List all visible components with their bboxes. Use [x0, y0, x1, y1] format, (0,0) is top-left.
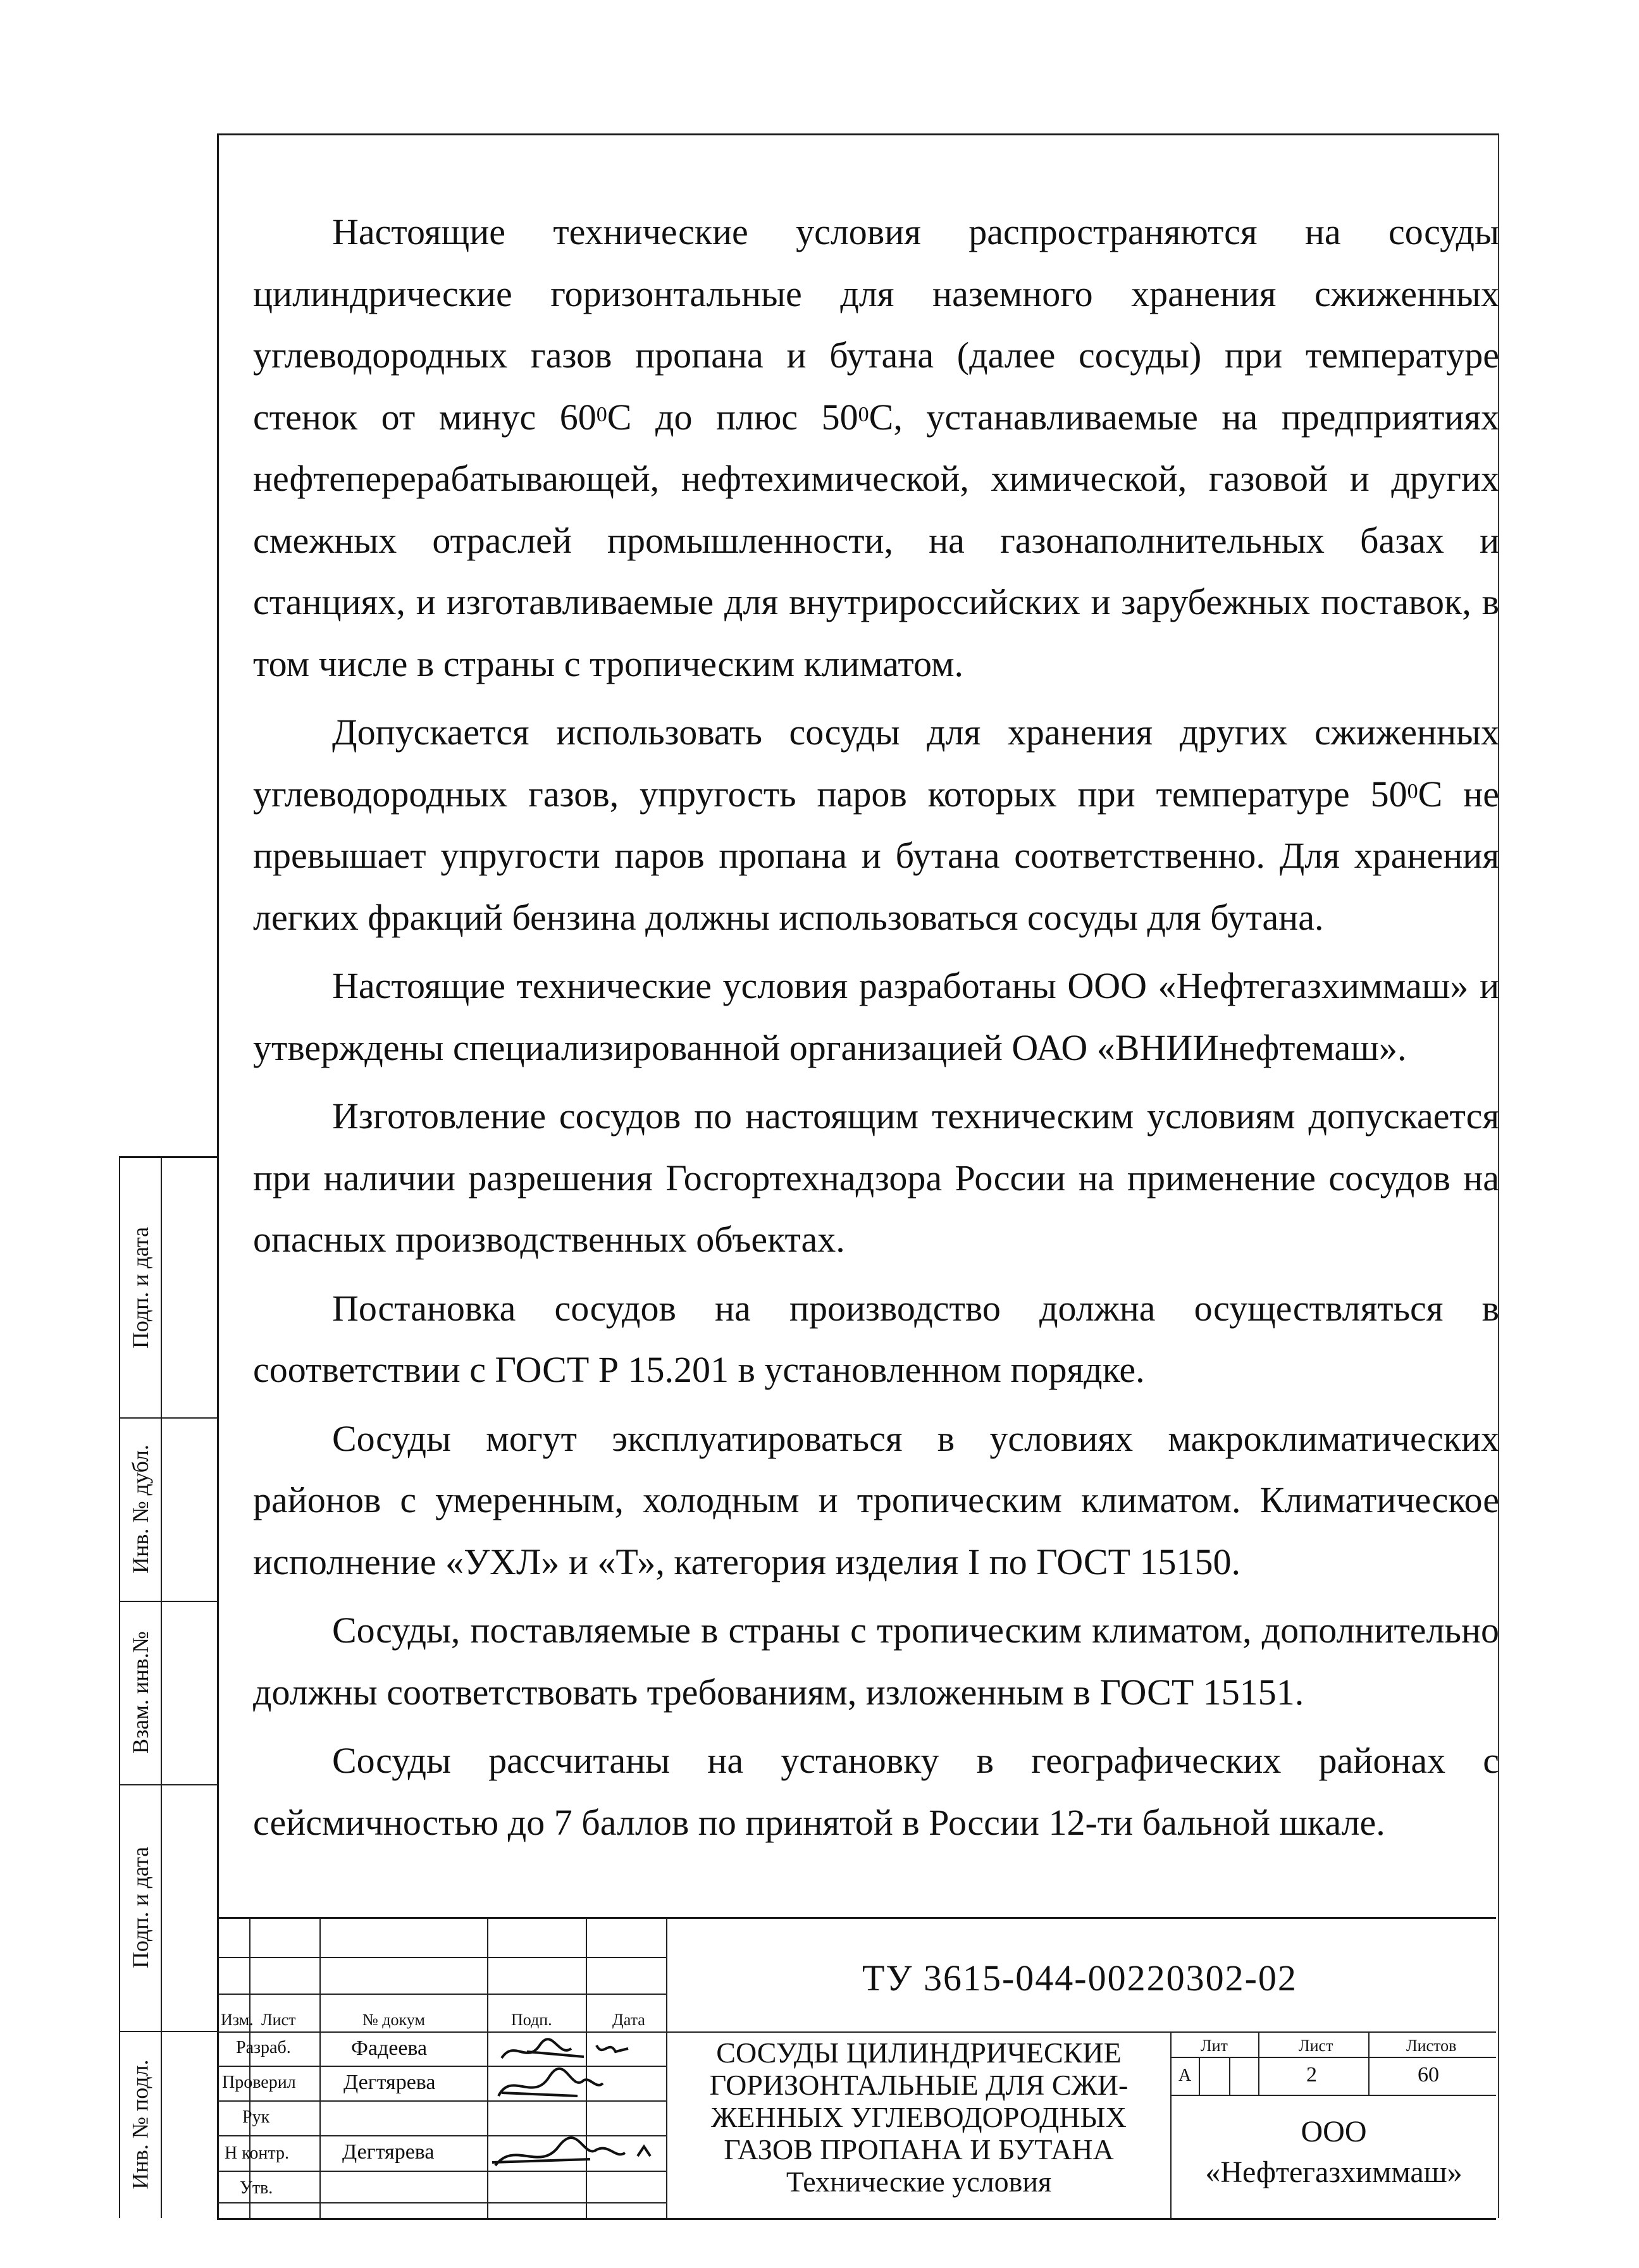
paragraph-developer: Настоящие технические условия разработаны ООО «Нефтегазхиммаш» и утверждены специализированной организацией ОАО «ВНИИнефтемаш». — [253, 965, 1499, 1068]
document-code: ТУ 3615-044-00220302-02 — [862, 1957, 1297, 1999]
paragraph-production: Постановка сосудов на производство должна осуществляться в соответствии с ГОСТ Р 15.201 в установленном порядке. — [253, 1287, 1499, 1390]
row-role: Утв. — [240, 2178, 273, 2198]
paragraph-climate: Сосуды могут эксплуатироваться в условиях макроклиматических районов с умеренным, холодным и тропическим климатом. Климатическое исполнение «УХЛ» и «Т», категория изделия I по ГОСТ 15150. — [253, 1417, 1499, 1582]
margin-stamp — [119, 1156, 217, 2218]
row-role: Разраб. — [236, 2038, 291, 2057]
row-role: Рук — [242, 2107, 270, 2127]
signatures — [489, 2033, 666, 2172]
header-izm: Изм. — [221, 2011, 254, 2029]
paragraph-scope: Настоящие технические условия распространяются на сосуды цилиндрические горизонтальные для наземного хранения сжиженных углеводородных газов пропана и бутана (далее сосуды) при температуре стенок от минус $60^0С$ до плюс $50^0С$, устанавливаемые на предприятиях нефтеперерабатывающей, нефтехимической, химической, газовой и других смежных отраслей промышленности, на газонаполнительных базах и станциях, и изготавливаемые для внутрироссийских и зарубежных поставок, в том числе в страны с тропическим климатом. — [253, 211, 1500, 684]
title-block — [217, 1917, 1496, 2220]
header-list: Лист — [261, 2011, 296, 2029]
paragraph-tropical: Сосуды, поставляемые в страны с тропическим климатом, дополнительно должны соответствовать требованиям, изложенным в ГОСТ 15151. — [253, 1610, 1499, 1713]
row-name: Фадеева — [351, 2037, 428, 2060]
paragraph-seismic: Сосуды рассчитаны на установку в географических районах с сейсмичностью до 7 баллов по принятой в России 12-ти бальной шкале. — [253, 1740, 1499, 1843]
stamp-inv-dubl: Инв. № дубл. — [128, 1445, 153, 1574]
lit-value: А — [1178, 2066, 1192, 2085]
row-role: Проверил — [222, 2073, 296, 2092]
row-role: Н контр. — [225, 2143, 289, 2163]
document-title: СОСУДЫ ЦИЛИНДРИЧЕСКИЕ ГОРИЗОНТАЛЬНЫЕ ДЛЯ СЖИ- ЖЕННЫХ УГЛЕВОДОРОДНЫХ ГАЗОВ ПРОПАНА И БУТАНА Технические условия — [709, 2037, 1129, 2198]
listov-value: 60 — [1418, 2063, 1439, 2086]
list-value: 2 — [1306, 2063, 1317, 2086]
stamp-podp-data-1: Подп. и дата — [128, 1226, 154, 1349]
header-dokum: № докум — [362, 2011, 425, 2029]
header-podp: Подп. — [511, 2011, 552, 2029]
stamp-podp-data-2: Подп. и дата — [128, 1846, 154, 1969]
document-body — [253, 201, 1499, 1860]
paragraph-permission: Изготовление сосудов по настоящим техническим условиям допускается при наличии разрешения Госгортехнадзора России на применение сосудов на опасных производственных объектах. — [253, 1095, 1499, 1260]
paragraph-other-gases: Допускается использовать сосуды для хранения других сжиженных углеводородных газов, упругость паров которых при температуре $50^0С$ не превышает упругости паров пропана и бутана соответственно. Для хранения легких фракций бензина должны использоваться сосуды для бутана. — [253, 712, 1500, 938]
listov-label: Листов — [1406, 2037, 1457, 2055]
header-data: Дата — [612, 2011, 645, 2029]
stamp-inv-podl: Инв. № подл. — [128, 2059, 153, 2190]
organization: ООО «Нефтегазхиммаш» — [1205, 2115, 1463, 2189]
row-name: Дегтярева — [343, 2071, 436, 2094]
lit-label: Лит — [1201, 2037, 1228, 2055]
stamp-vzam-inv: Взам. инв.№ — [128, 1631, 153, 1754]
row-name: Дегтярева — [342, 2140, 435, 2164]
list-label: Лист — [1299, 2037, 1333, 2055]
